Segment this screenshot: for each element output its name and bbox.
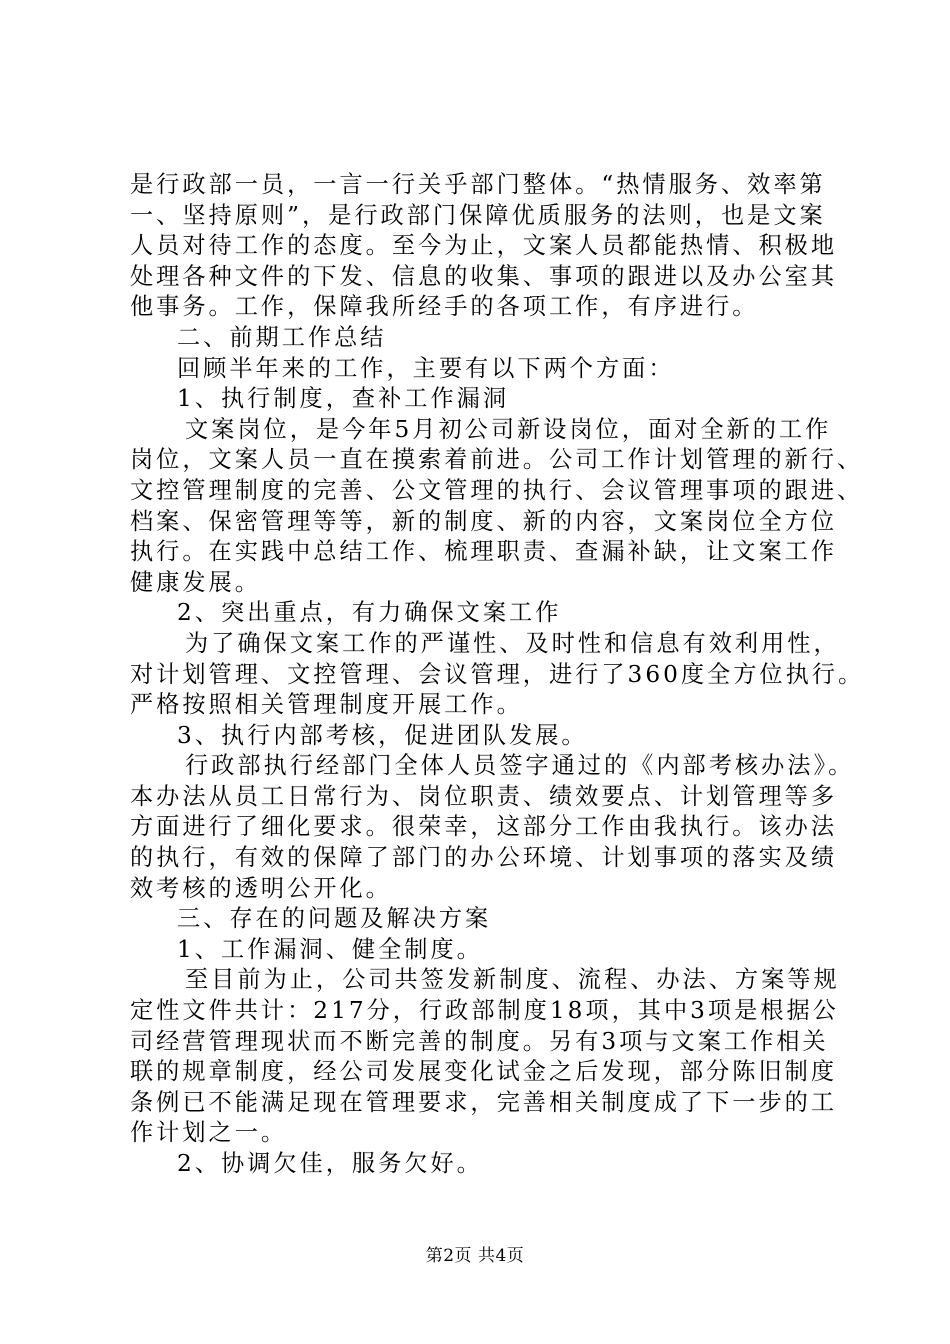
paragraph-line: 回顾半年来的工作，主要有以下两个方面： (177, 354, 675, 382)
paragraph-line: 条例已不能满足现在管理要求，完善相关制度成了下一步的工 (130, 1088, 838, 1116)
paragraph-line: 处理各种文件的下发、信息的收集、事项的跟进以及办公室其 (130, 262, 838, 290)
section-heading: 三、存在的问题及解决方案 (177, 905, 492, 933)
subsection-heading: 3、执行内部考核，促进团队发展。 (177, 721, 588, 749)
paragraph-line: 档案、保密管理等等，新的制度、新的内容，文案岗位全方位 (130, 507, 838, 535)
paragraph-line: 本办法从员工日常行为、岗位职责、绩效要点、计划管理等多 (130, 782, 838, 810)
paragraph-line: 严格按照相关管理制度开展工作。 (130, 691, 523, 719)
paragraph-line: 效考核的透明公开化。 (130, 874, 392, 902)
subsection-heading: 2、突出重点，有力确保文案工作 (177, 599, 562, 627)
paragraph-line: 人员对待工作的态度。至今为止，文案人员都能热情、积极地 (130, 232, 838, 260)
paragraph-line: 行政部执行经部门全体人员签字通过的《内部考核办法》。 (185, 752, 855, 780)
page-footer: 第2页 共4页 (425, 1246, 525, 1266)
paragraph-line: 定性文件共计：217分，行政部制度18项，其中3项是根据公 (130, 997, 839, 1025)
paragraph-line: 为了确保文案工作的严谨性、及时性和信息有效利用性， (185, 629, 840, 657)
paragraph-line: 对计划管理、文控管理、会议管理，进行了360度全方位执行。 (130, 660, 865, 688)
paragraph-line: 的执行，有效的保障了部门的办公环境、计划事项的落实及绩 (130, 844, 838, 872)
paragraph-line: 是行政部一员，一言一行关乎部门整体。“热情服务、效率第 (130, 171, 826, 198)
subsection-heading: 1、执行制度，查补工作漏洞 (177, 385, 510, 413)
section-heading: 二、前期工作总结 (177, 323, 387, 351)
paragraph-line: 健康发展。 (130, 568, 261, 596)
paragraph-line: 至目前为止，公司共签发新制度、流程、办法、方案等规 (185, 966, 840, 994)
paragraph-line: 一、坚持原则”，是行政部门保障优质服务的法则，也是文案 (130, 201, 826, 229)
paragraph-line: 岗位，文案人员一直在摸索着前进。公司工作计划管理的新行、 (130, 446, 864, 474)
paragraph-line: 文控管理制度的完善、公文管理的执行、会议管理事项的跟进、 (130, 476, 864, 504)
paragraph-line: 文案岗位，是今年5月初公司新设岗位，面对全新的工作 (185, 415, 832, 443)
paragraph-line: 方面进行了细化要求。很荣幸，这部分工作由我执行。该办法 (130, 813, 838, 841)
paragraph-line: 联的规章制度，经公司发展变化试金之后发现，部分陈旧制度 (130, 1058, 838, 1086)
subsection-heading: 1、工作漏洞、健全制度。 (177, 935, 483, 963)
document-body (130, 170, 865, 1180)
paragraph-line: 作计划之一。 (130, 1119, 288, 1147)
paragraph-line: 他事务。工作，保障我所经手的各项工作，有序进行。 (130, 293, 759, 321)
subsection-heading: 2、协调欠佳，服务欠好。 (177, 1150, 483, 1177)
paragraph-line: 执行。在实践中总结工作、梳理职责、查漏补缺，让文案工作 (130, 538, 838, 566)
paragraph-line: 司经营管理现状而不断完善的制度。另有3项与文案工作相关 (130, 1027, 829, 1055)
